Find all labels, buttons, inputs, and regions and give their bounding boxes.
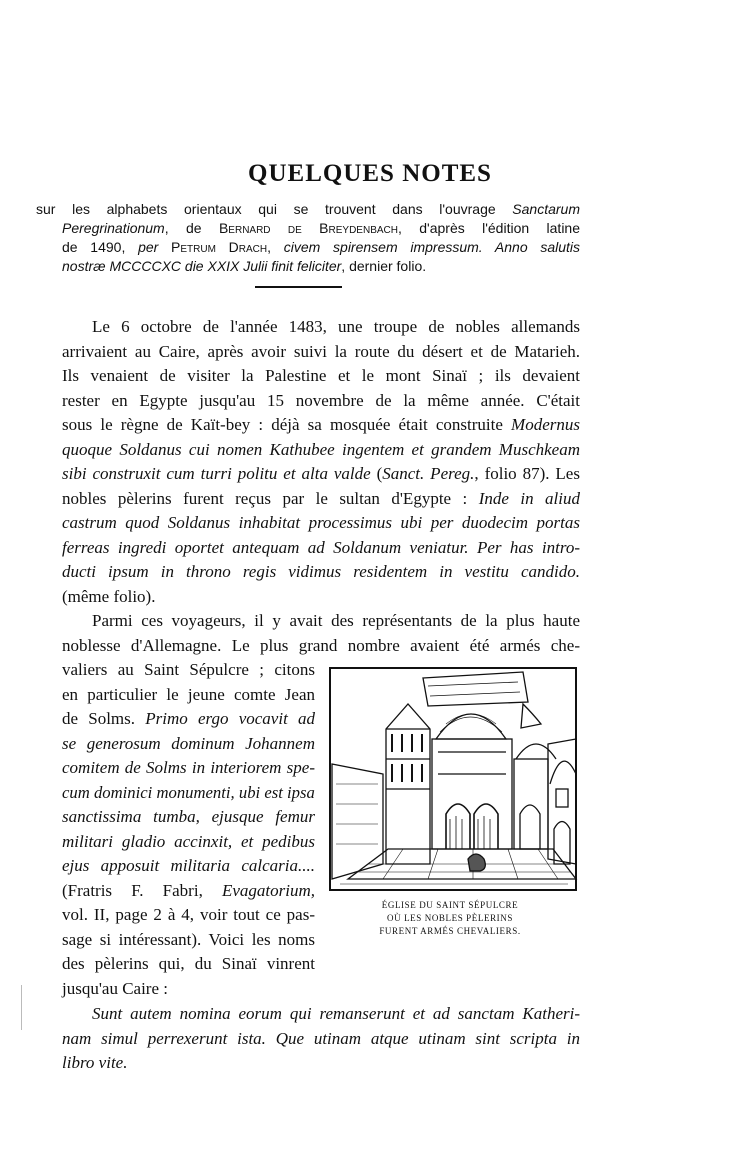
text: ( (370, 464, 383, 483)
body-line (62, 733, 315, 755)
text: des pèlerins qui, du Sinaï vinrent (62, 954, 315, 973)
text: de 1490, (62, 239, 139, 255)
italic-text: quoque Soldanus cui nomen Kathubee ingentem et grandem Muschkeam (62, 440, 580, 459)
figure-caption-line: OÙ LES NOBLES PÈLERINS (387, 913, 513, 923)
body-line (62, 512, 580, 534)
text: noblesse d'Allemagne. Le plus grand nombre avaient été armés che- (62, 636, 580, 655)
small-caps-text: Petrum Drach (171, 239, 268, 255)
title-rule-divider (255, 286, 342, 288)
small-caps-text: Bernard de Breydenbach (218, 220, 398, 236)
body-line (62, 831, 315, 853)
body-line (62, 1003, 580, 1025)
italic-text: ferreas ingredi oportet antequam ad Soldanum veniatur. Per has intro- (62, 538, 580, 557)
body-line (62, 659, 315, 681)
italic-text: militari gladio accinxit, et pedibus (62, 832, 315, 851)
body-line (62, 610, 580, 632)
body-line (62, 708, 315, 730)
text: Parmi ces voyageurs, il y avait des représentants de la plus haute (92, 611, 580, 630)
text: , de (164, 220, 219, 236)
text: (même folio). (62, 587, 156, 606)
text: sous le règne de Kaït-bey : déjà sa mosquée était construite (62, 415, 512, 434)
body-line (62, 757, 315, 779)
text: , (267, 239, 284, 255)
italic-text: Sunt autem nomina eorum qui remanserunt et ad sanctam Katheri- (92, 1004, 580, 1023)
italic-text: Modernus (511, 415, 580, 434)
italic-text: per (138, 239, 159, 255)
italic-text: nam simul perrexerunt ista. Que utinam atque utinam sint scripta in (62, 1029, 580, 1048)
italic-text: castrum quod Soldanus inhabitat processimus ubi per duodecim portas (62, 513, 580, 532)
body-line (62, 929, 315, 951)
body-line (62, 1028, 580, 1050)
body-line (62, 806, 315, 828)
text: arrivaient au Caire, après avoir suivi la route du désert et de Matarieh. (62, 342, 580, 361)
italic-text: Sanct. Pereg. (382, 464, 475, 483)
body-line (62, 316, 580, 338)
body-line (62, 782, 315, 804)
text: jusqu'au Caire : (62, 979, 168, 998)
subtitle-line (62, 238, 580, 257)
body-line (62, 537, 580, 559)
italic-text: ejus apposuit militaria calcaria.... (62, 856, 315, 875)
italic-text: libro vite. (62, 1053, 128, 1072)
text: valiers au Saint Sépulcre ; citons (62, 660, 315, 679)
italic-text: Evagatorium, (221, 881, 315, 900)
text: (Fratris F. Fabri, (62, 881, 222, 900)
body-line (62, 341, 580, 363)
text: sage si intéressant). Voici les noms (62, 930, 315, 949)
subtitle-line (36, 200, 580, 219)
text: Le 6 octobre de l'année 1483, une troupe de nobles allemands (92, 317, 580, 336)
body-line (62, 561, 580, 583)
italic-text: Primo ergo vocavit ad (145, 709, 316, 728)
subtitle-line (62, 257, 580, 276)
body-line (62, 390, 580, 412)
body-line (62, 684, 315, 706)
text (158, 239, 171, 255)
text: nobles pèlerins furent reçus par le sultan d'Egypte : (62, 489, 479, 508)
text: , d'après l'édition latine (397, 220, 581, 236)
body-line (62, 978, 315, 1000)
italic-text: cum dominici monumenti, ubi est ipsa (62, 783, 315, 802)
body-line (62, 439, 580, 461)
text: vol. II, page 2 à 4, voir tout ce pas- (62, 905, 315, 924)
body-line (62, 635, 580, 657)
body-line (62, 414, 580, 436)
page-title: QUELQUES NOTES (248, 160, 492, 187)
italic-text: nostræ MCCCCXC die XXIX Julii finit feliciter (62, 258, 342, 274)
text: Ils venaient de visiter la Palestine et le mont Sinaï ; ils devaient (62, 366, 580, 385)
woodcut-illustration-holy-sepulchre (328, 664, 580, 892)
body-line (62, 365, 580, 387)
italic-text: se generosum dominum Johannem (62, 734, 315, 753)
body-line (62, 463, 580, 485)
text: sur les alphabets orientaux qui se trouvent dans l'ouvrage (36, 201, 513, 217)
figure-caption-line: ÉGLISE DU SAINT SÉPULCRE (381, 900, 519, 910)
figure-caption-line: FURENT ARMÉS CHEVALIERS. (379, 926, 521, 936)
body-line (62, 953, 315, 975)
body-line (62, 855, 315, 877)
italic-text: sanctissima tumba, ejusque femur (62, 807, 315, 826)
margin-scan-mark (21, 985, 22, 1030)
italic-text: Peregrinationum (62, 220, 165, 236)
body-line (62, 1052, 580, 1074)
italic-text: ducti ipsum in throno regis vidimus residentem in vestitu candido. (62, 562, 580, 581)
italic-text: Sanctarum (512, 201, 580, 217)
text: rester en Egypte jusqu'au 15 novembre de la même année. C'était (62, 391, 580, 410)
text: en particulier le jeune comte Jean (62, 685, 315, 704)
italic-text: comitem de Solms in interiorem spe- (62, 758, 315, 777)
body-line (62, 880, 315, 902)
body-line (62, 586, 580, 608)
body-line (62, 488, 580, 510)
italic-text: civem spirensem impressum. Anno salutis (283, 239, 581, 255)
italic-text: sibi construxit cum turri politu et alta valde (62, 464, 371, 483)
italic-text: Inde in aliud (478, 489, 580, 508)
subtitle-line (62, 219, 580, 238)
body-line (62, 904, 315, 926)
text: , dernier folio. (341, 258, 427, 274)
text: de Solms. (62, 709, 146, 728)
text: , folio 87). Les (474, 464, 580, 483)
